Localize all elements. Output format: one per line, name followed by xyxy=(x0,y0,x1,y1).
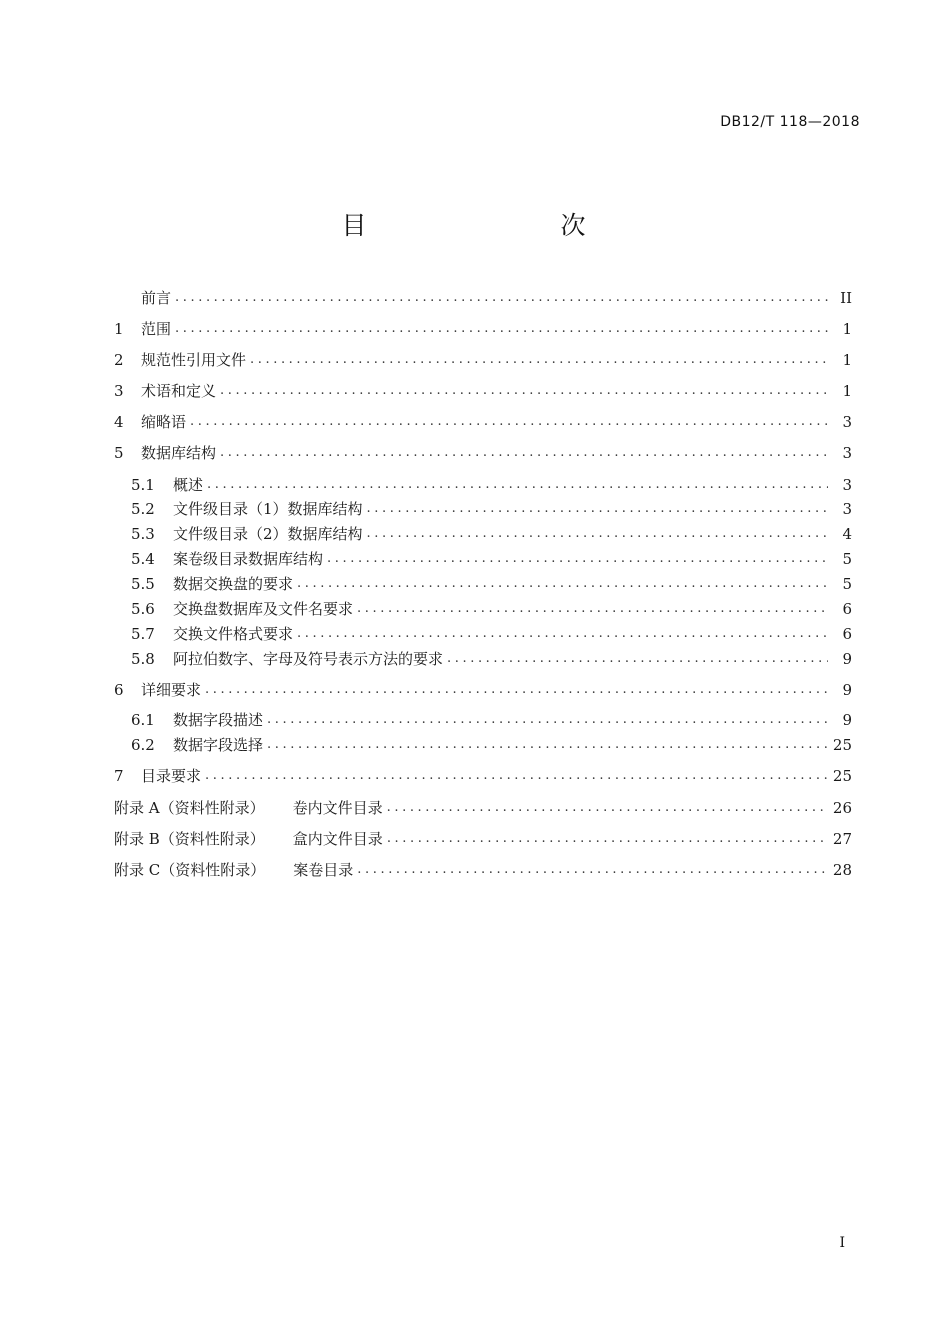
toc-row-detailed-requirements[interactable] xyxy=(114,678,852,702)
toc-page-number: 3 xyxy=(842,444,852,462)
toc-leader-dots xyxy=(387,796,827,820)
toc-label: 术语和定义 xyxy=(141,382,217,400)
toc-page-number: 1 xyxy=(842,351,852,369)
toc-number: 附录 B（资料性附录） xyxy=(114,830,265,848)
toc-page-number: 26 xyxy=(832,799,852,817)
toc-row-foreword[interactable] xyxy=(114,286,852,310)
toc-leader-dots xyxy=(205,678,828,702)
toc-label: 案卷级目录数据库结构 xyxy=(173,550,324,568)
toc-number: 5.5 xyxy=(131,575,155,593)
toc-page-number: 6 xyxy=(842,600,852,618)
toc-row-5-7[interactable] xyxy=(131,622,852,646)
toc-row-appendix-b[interactable] xyxy=(114,827,852,851)
toc-page-number: 5 xyxy=(842,575,852,593)
page-number: I xyxy=(839,1235,845,1251)
toc-row-terms-definitions[interactable] xyxy=(114,379,852,403)
toc-label: 文件级目录（1）数据库结构 xyxy=(173,500,363,518)
toc-leader-dots xyxy=(205,764,827,788)
toc-number: 4 xyxy=(114,413,124,431)
toc-row-abbreviations[interactable] xyxy=(114,410,852,434)
toc-leader-dots xyxy=(357,858,827,882)
toc-number: 附录 C（资料性附录） xyxy=(114,861,266,879)
standard-code: DB12/T 118—2018 xyxy=(720,114,860,130)
toc-leader-dots xyxy=(447,647,828,671)
toc-page-number: 25 xyxy=(832,736,852,754)
toc-page-number: 1 xyxy=(842,320,852,338)
toc-row-5-3[interactable] xyxy=(131,522,852,546)
toc-number: 5.7 xyxy=(131,625,155,643)
toc-leader-dots xyxy=(175,317,828,341)
toc-leader-dots xyxy=(220,379,828,403)
toc-number: 6.1 xyxy=(131,711,155,729)
toc-leader-dots xyxy=(267,733,827,757)
page-title: 目 次 xyxy=(341,211,634,240)
toc-row-catalog-requirements[interactable] xyxy=(114,764,852,788)
toc-number: 5.3 xyxy=(131,525,155,543)
toc-row-5-5[interactable] xyxy=(131,572,852,596)
toc-row-5-6[interactable] xyxy=(131,597,852,621)
toc-number: 2 xyxy=(114,351,124,369)
toc-label: 交换盘数据库及文件名要求 xyxy=(173,600,354,618)
toc-leader-dots xyxy=(367,497,828,521)
toc-page-number: 28 xyxy=(832,861,852,879)
toc-page-number: 9 xyxy=(842,650,852,668)
toc-page-number: 5 xyxy=(842,550,852,568)
toc-label: 交换文件格式要求 xyxy=(173,625,294,643)
toc-row-normative-references[interactable] xyxy=(114,348,852,372)
toc-page-number: 3 xyxy=(842,500,852,518)
toc-number: 3 xyxy=(114,382,124,400)
toc-label: 数据交换盘的要求 xyxy=(173,575,294,593)
toc-row-5-2[interactable] xyxy=(131,497,852,521)
toc-label: 文件级目录（2）数据库结构 xyxy=(173,525,363,543)
toc-number: 5 xyxy=(114,444,124,462)
toc-page-number: 3 xyxy=(842,413,852,431)
toc-label: 阿拉伯数字、字母及符号表示方法的要求 xyxy=(173,650,444,668)
toc-leader-dots xyxy=(175,286,828,310)
toc-label: 范围 xyxy=(141,320,172,338)
toc-row-database-structure[interactable] xyxy=(114,441,852,465)
toc-leader-dots xyxy=(297,572,828,596)
toc-label: 数据库结构 xyxy=(141,444,217,462)
toc-number: 5.2 xyxy=(131,500,155,518)
toc-number: 5.8 xyxy=(131,650,155,668)
toc-label: 缩略语 xyxy=(141,413,187,431)
toc-row-appendix-c[interactable] xyxy=(114,858,852,882)
toc-page-number: 27 xyxy=(832,830,852,848)
toc-row-appendix-a[interactable] xyxy=(114,796,852,820)
toc-label: 案卷目录 xyxy=(293,861,354,879)
toc-leader-dots xyxy=(297,622,828,646)
toc-number: 6 xyxy=(114,681,124,699)
toc-row-6-1[interactable] xyxy=(131,708,852,732)
toc-row-5-1[interactable] xyxy=(131,473,852,497)
toc-page-number: 4 xyxy=(842,525,852,543)
toc-page-number: 6 xyxy=(842,625,852,643)
toc-label: 数据字段选择 xyxy=(173,736,264,754)
toc-leader-dots xyxy=(327,547,828,571)
toc-leader-dots xyxy=(357,597,828,621)
toc-number: 5.6 xyxy=(131,600,155,618)
toc-leader-dots xyxy=(367,522,828,546)
toc-row-5-4[interactable] xyxy=(131,547,852,571)
toc-page-number: II xyxy=(840,289,852,307)
toc-number: 附录 A（资料性附录） xyxy=(114,799,265,817)
toc-leader-dots xyxy=(250,348,828,372)
toc-leader-dots xyxy=(267,708,828,732)
toc-number: 6.2 xyxy=(131,736,155,754)
toc-label: 盒内文件目录 xyxy=(292,830,383,848)
toc-page-number: 1 xyxy=(842,382,852,400)
toc-number: 1 xyxy=(114,320,124,338)
toc-number: 5.4 xyxy=(131,550,155,568)
toc-row-6-2[interactable] xyxy=(131,733,852,757)
toc-label: 规范性引用文件 xyxy=(141,351,247,369)
toc-leader-dots xyxy=(207,473,828,497)
toc-label: 详细要求 xyxy=(141,681,202,699)
toc-label: 前言 xyxy=(141,289,172,307)
toc-page-number: 3 xyxy=(842,476,852,494)
toc-page-number: 9 xyxy=(842,711,852,729)
toc-page-number: 9 xyxy=(842,681,852,699)
toc-row-scope[interactable] xyxy=(114,317,852,341)
toc-label: 卷内文件目录 xyxy=(292,799,383,817)
toc-leader-dots xyxy=(220,441,828,465)
toc-label: 数据字段描述 xyxy=(173,711,264,729)
toc-leader-dots xyxy=(387,827,827,851)
toc-number: 7 xyxy=(114,767,124,785)
toc-page-number: 25 xyxy=(832,767,852,785)
toc-number: 5.1 xyxy=(131,476,155,494)
toc-label: 目录要求 xyxy=(141,767,202,785)
toc-label: 概述 xyxy=(173,476,204,494)
toc-leader-dots xyxy=(190,410,828,434)
toc-row-5-8[interactable] xyxy=(131,647,852,671)
